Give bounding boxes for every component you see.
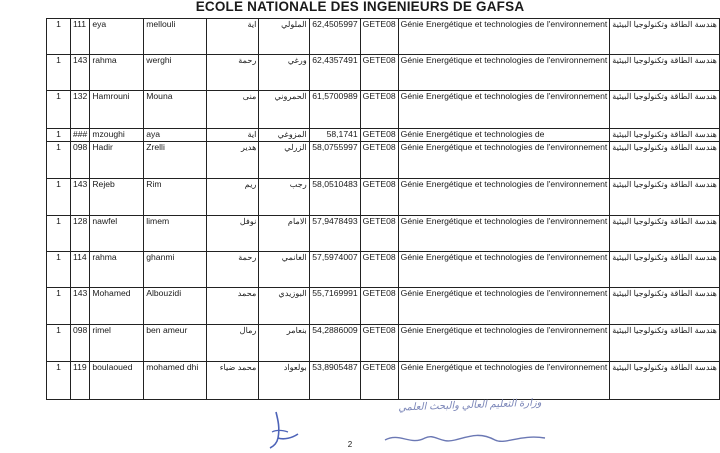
code-cell: GETE08 <box>360 91 398 129</box>
score-cell: 62,4505997 <box>309 19 360 55</box>
first-name-arabic-cell: محمد ضياء <box>207 362 259 400</box>
last-name-cell: Mouna <box>144 91 207 129</box>
first-name-arabic-cell: رحمة <box>207 55 259 91</box>
specialty-cell: Génie Energétique et technologies de l'environnement <box>398 288 610 325</box>
table-row <box>47 179 720 216</box>
first-name-arabic-cell: ريم <box>207 179 259 216</box>
table-row <box>47 252 720 288</box>
code-cell: GETE08 <box>360 19 398 55</box>
first-name-cell: rahma <box>90 252 144 288</box>
first-name-cell: rimel <box>90 325 144 362</box>
last-name-cell: Albouzidi <box>144 288 207 325</box>
code-cell: GETE08 <box>360 129 398 142</box>
last-name-cell: ghanmi <box>144 252 207 288</box>
specialty-arabic-cell: هندسة الطاقة وتكنولوجيا البيئية <box>610 325 720 362</box>
first-name-cell: Mohamed <box>90 288 144 325</box>
specialty-cell: Génie Energétique et technologies de l'environnement <box>398 55 610 91</box>
id-cell: 119 <box>70 362 89 400</box>
rank-cell: 1 <box>47 91 71 129</box>
results-table-body <box>47 19 720 400</box>
rank-cell: 1 <box>47 142 71 179</box>
score-cell: 61,5700989 <box>309 91 360 129</box>
code-cell: GETE08 <box>360 288 398 325</box>
specialty-arabic-cell: هندسة الطاقة وتكنولوجيا البيئية <box>610 129 720 142</box>
last-name-arabic-cell: بنعامر <box>259 325 309 362</box>
table-row <box>47 19 720 55</box>
specialty-arabic-cell: هندسة الطاقة وتكنولوجيا البيئية <box>610 19 720 55</box>
signature-mark-icon <box>262 410 302 450</box>
score-cell: 58,0755997 <box>309 142 360 179</box>
rank-cell: 1 <box>47 288 71 325</box>
first-name-arabic-cell: نوفل <box>207 216 259 252</box>
rank-cell: 1 <box>47 252 71 288</box>
score-cell: 58,1741 <box>309 129 360 142</box>
last-name-arabic-cell: البوزيدي <box>259 288 309 325</box>
code-cell: GETE08 <box>360 362 398 400</box>
score-cell: 54,2886009 <box>309 325 360 362</box>
rank-cell: 1 <box>47 19 71 55</box>
specialty-cell: Génie Energétique et technologies de <box>398 129 610 142</box>
specialty-cell: Génie Energétique et technologies de l'environnement <box>398 325 610 362</box>
last-name-cell: Rim <box>144 179 207 216</box>
last-name-arabic-cell: الزرلي <box>259 142 309 179</box>
specialty-cell: Génie Energétique et technologies de l'environnement <box>398 19 610 55</box>
table-row <box>47 91 720 129</box>
last-name-arabic-cell: الملولي <box>259 19 309 55</box>
last-name-cell: Zrelli <box>144 142 207 179</box>
last-name-arabic-cell: الامام <box>259 216 309 252</box>
id-cell: 143 <box>70 288 89 325</box>
specialty-cell: Génie Energétique et technologies de l'environnement <box>398 252 610 288</box>
last-name-cell: mohamed dhi <box>144 362 207 400</box>
rank-cell: 1 <box>47 325 71 362</box>
table-row <box>47 362 720 400</box>
code-cell: GETE08 <box>360 252 398 288</box>
last-name-arabic-cell: بولعواد <box>259 362 309 400</box>
code-cell: GETE08 <box>360 216 398 252</box>
ministry-stamp-text: وزارة التعليم العالي والبحث العلمي <box>398 397 542 414</box>
specialty-cell: Génie Energétique et technologies de l'environnement <box>398 216 610 252</box>
rank-cell: 1 <box>47 179 71 216</box>
last-name-arabic-cell: الغانمي <box>259 252 309 288</box>
rank-cell: 1 <box>47 216 71 252</box>
first-name-arabic-cell: رمال <box>207 325 259 362</box>
specialty-cell: Génie Energétique et technologies de l'environnement <box>398 179 610 216</box>
id-cell: 143 <box>70 179 89 216</box>
first-name-arabic-cell: رحمة <box>207 252 259 288</box>
first-name-cell: eya <box>90 19 144 55</box>
last-name-cell: aya <box>144 129 207 142</box>
id-cell: 128 <box>70 216 89 252</box>
first-name-arabic-cell: اية <box>207 129 259 142</box>
first-name-cell: Hadir <box>90 142 144 179</box>
specialty-arabic-cell: هندسة الطاقة وتكنولوجيا البيئية <box>610 55 720 91</box>
id-cell: 143 <box>70 55 89 91</box>
specialty-arabic-cell: هندسة الطاقة وتكنولوجيا البيئية <box>610 91 720 129</box>
rank-cell: 1 <box>47 129 71 142</box>
specialty-arabic-cell: هندسة الطاقة وتكنولوجيا البيئية <box>610 362 720 400</box>
first-name-cell: Rejeb <box>90 179 144 216</box>
first-name-cell: boulaoued <box>90 362 144 400</box>
first-name-arabic-cell: اية <box>207 19 259 55</box>
last-name-arabic-cell: ورغي <box>259 55 309 91</box>
specialty-arabic-cell: هندسة الطاقة وتكنولوجيا البيئية <box>610 216 720 252</box>
signature-scribble-icon <box>380 428 550 448</box>
score-cell: 53,8905487 <box>309 362 360 400</box>
code-cell: GETE08 <box>360 55 398 91</box>
last-name-cell: ben ameur <box>144 325 207 362</box>
score-cell: 57,5974007 <box>309 252 360 288</box>
first-name-cell: mzoughi <box>90 129 144 142</box>
id-cell: 114 <box>70 252 89 288</box>
specialty-arabic-cell: هندسة الطاقة وتكنولوجيا البيئية <box>610 252 720 288</box>
code-cell: GETE08 <box>360 325 398 362</box>
score-cell: 55,7169991 <box>309 288 360 325</box>
table-row <box>47 216 720 252</box>
first-name-arabic-cell: منى <box>207 91 259 129</box>
id-cell: ### <box>70 129 89 142</box>
table-row <box>47 288 720 325</box>
score-cell: 62,4357491 <box>309 55 360 91</box>
id-cell: 098 <box>70 325 89 362</box>
id-cell: 132 <box>70 91 89 129</box>
last-name-arabic-cell: الحمروني <box>259 91 309 129</box>
specialty-cell: Génie Energétique et technologies de l'environnement <box>398 91 610 129</box>
table-row <box>47 142 720 179</box>
code-cell: GETE08 <box>360 179 398 216</box>
rank-cell: 1 <box>47 362 71 400</box>
specialty-arabic-cell: هندسة الطاقة وتكنولوجيا البيئية <box>610 142 720 179</box>
score-cell: 57,9478493 <box>309 216 360 252</box>
last-name-arabic-cell: المزوغي <box>259 129 309 142</box>
first-name-cell: rahma <box>90 55 144 91</box>
rank-cell: 1 <box>47 55 71 91</box>
last-name-arabic-cell: رجب <box>259 179 309 216</box>
table-row <box>47 55 720 91</box>
table-row <box>47 325 720 362</box>
first-name-cell: Hamrouni <box>90 91 144 129</box>
director-signature <box>380 428 550 448</box>
score-cell: 58,0510483 <box>309 179 360 216</box>
first-name-cell: nawfel <box>90 216 144 252</box>
table-row <box>47 129 720 142</box>
first-name-arabic-cell: محمد <box>207 288 259 325</box>
id-cell: 111 <box>70 19 89 55</box>
specialty-cell: Génie Energétique et technologies de l'environnement <box>398 142 610 179</box>
page-number: 2 <box>347 440 353 449</box>
specialty-arabic-cell: هندسة الطاقة وتكنولوجيا البيئية <box>610 179 720 216</box>
specialty-cell: Génie Energétique et technologies de l'environnement <box>398 362 610 400</box>
code-cell: GETE08 <box>360 142 398 179</box>
last-name-cell: limem <box>144 216 207 252</box>
specialty-arabic-cell: هندسة الطاقة وتكنولوجيا البيئية <box>610 288 720 325</box>
last-name-cell: werghi <box>144 55 207 91</box>
page-title: ECOLE NATIONALE DES INGENIEURS DE GAFSA <box>195 0 525 14</box>
results-table <box>46 18 720 400</box>
id-cell: 098 <box>70 142 89 179</box>
last-name-cell: mellouli <box>144 19 207 55</box>
first-name-arabic-cell: هدير <box>207 142 259 179</box>
